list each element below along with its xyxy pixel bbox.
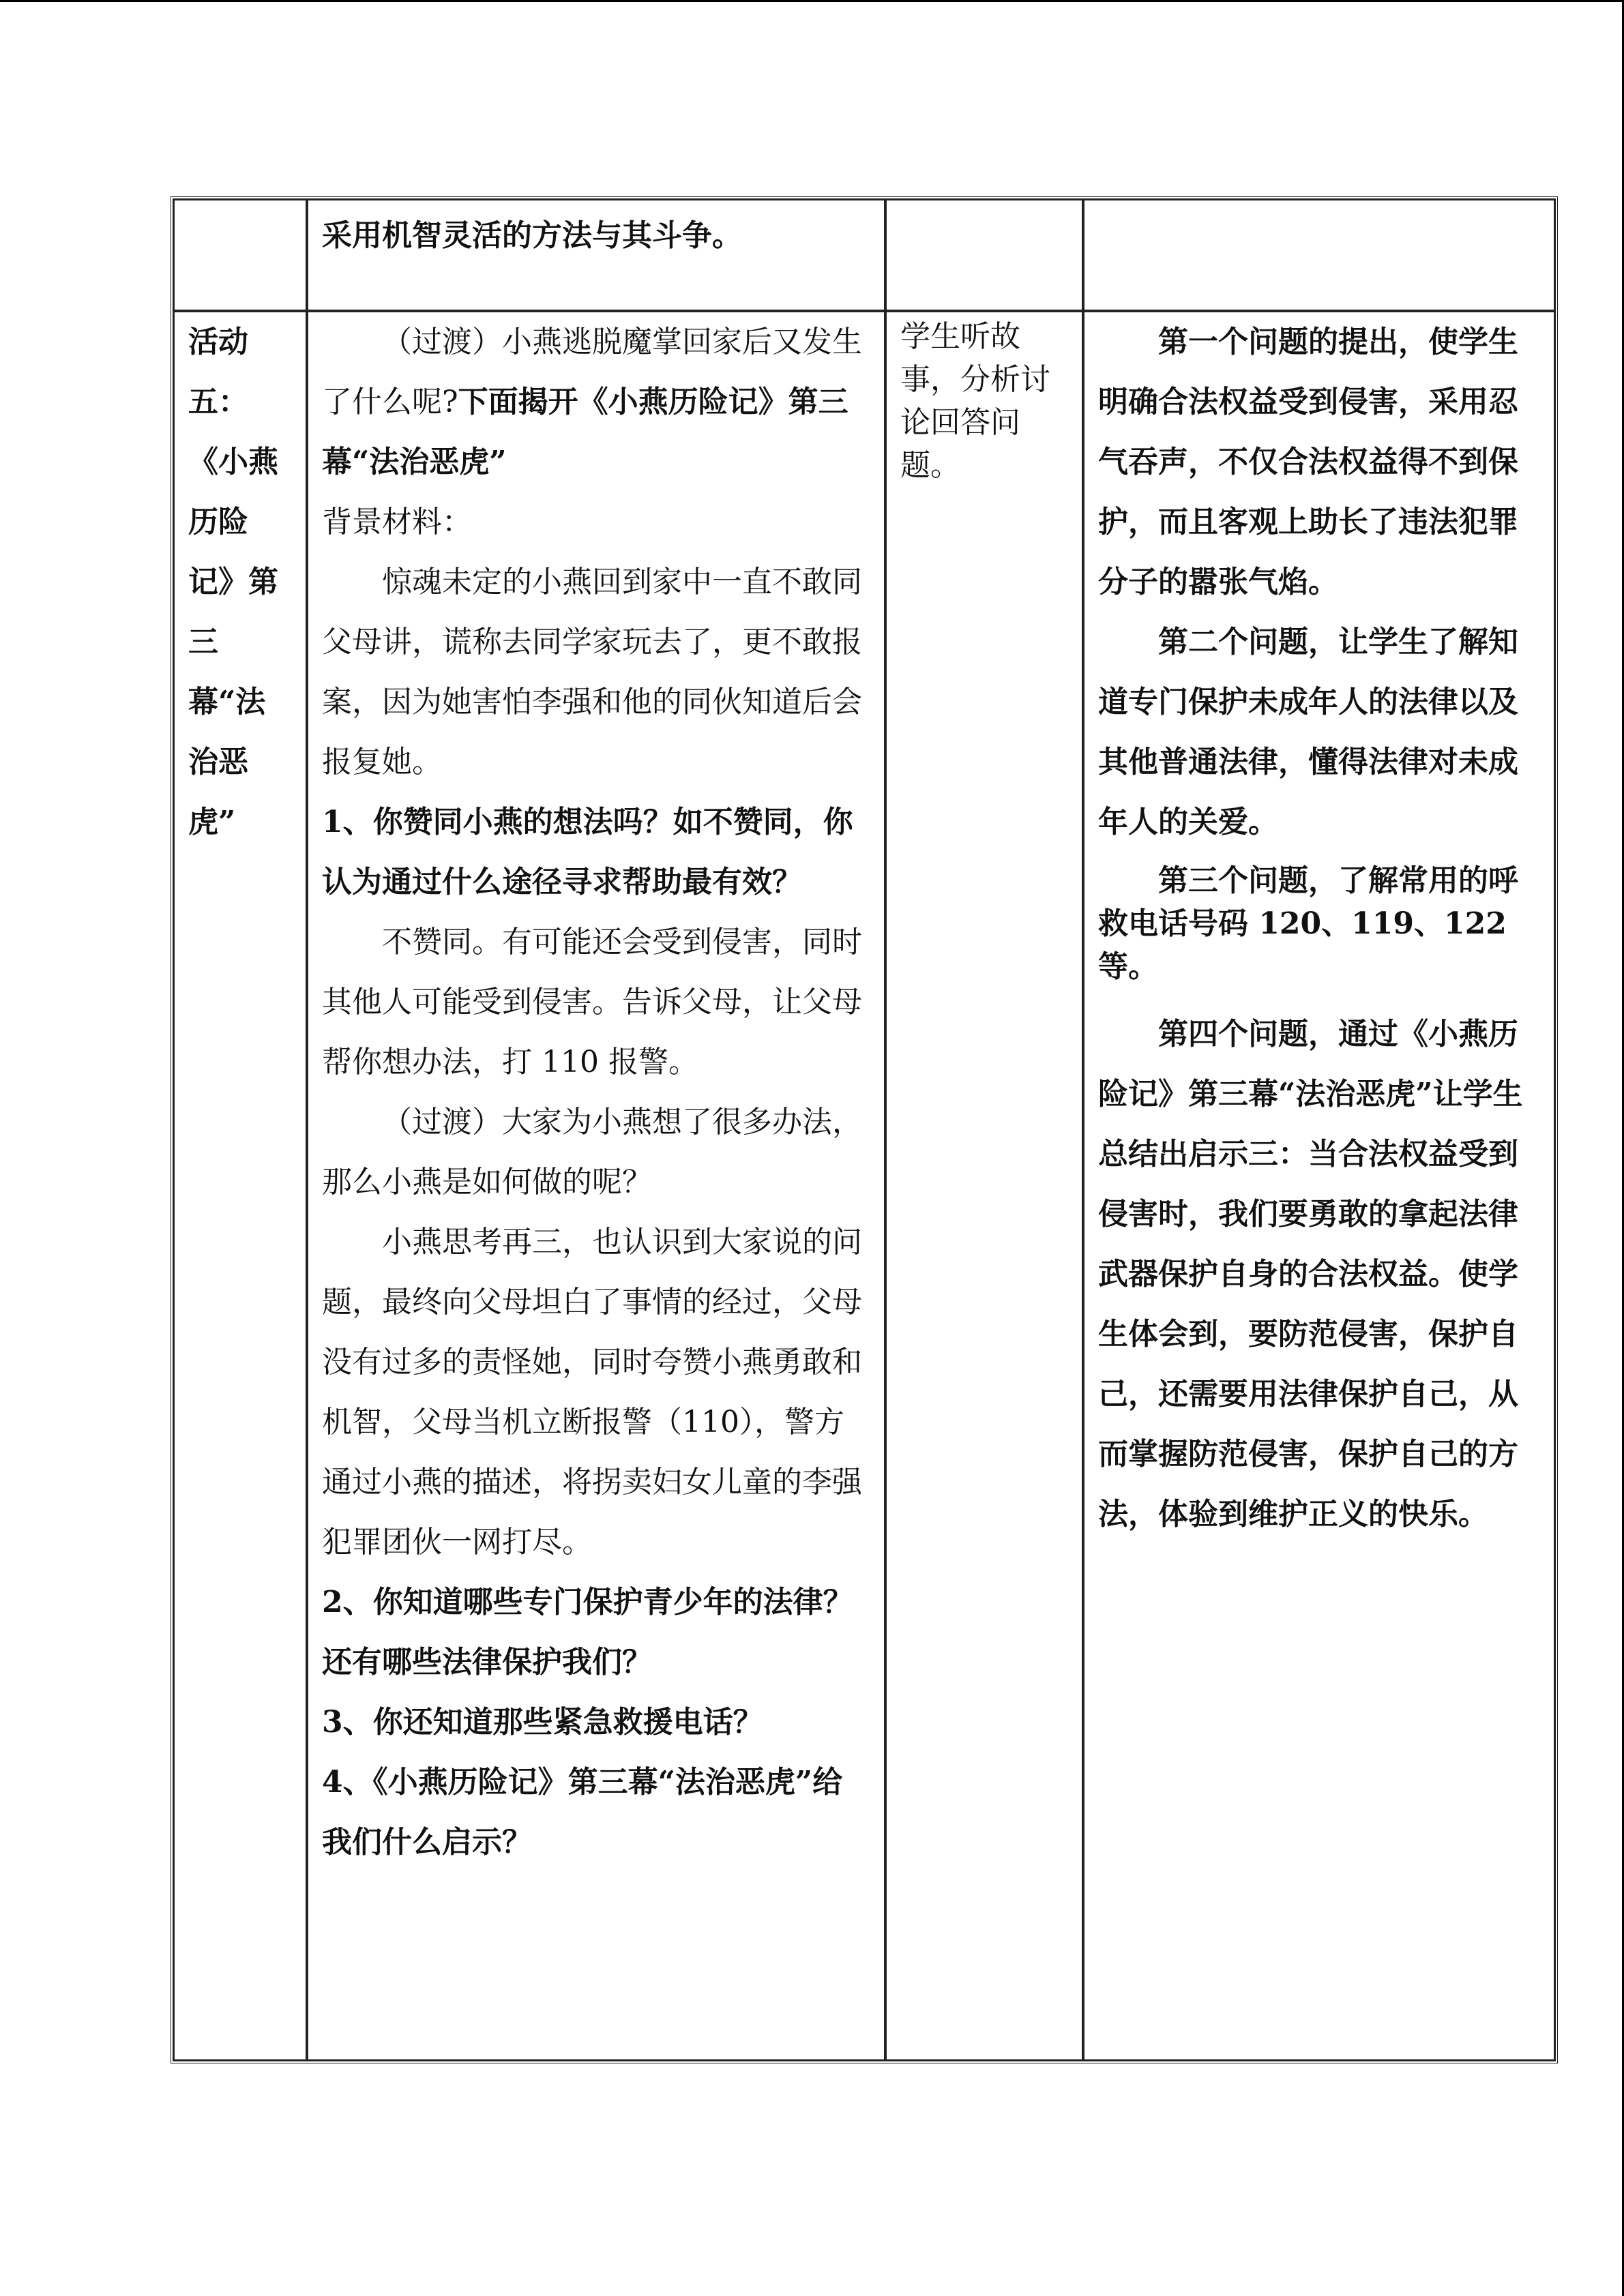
question-3: 3、你还知道那些紧急救援电话？ [322, 1705, 763, 1740]
story-text: 小燕思考再三，也认识到大家说的问题，最终向父母坦白了事情的经过，父母没有过多的责怪她，同时夸赞小燕勇敢和机智，父母当机立断报警（110），警方通过小燕的描述，将拐卖妇女儿童的李强犯罪团伙一网打尽。 [322, 1225, 862, 1560]
lesson-plan-table [171, 196, 1558, 2063]
content-cell [307, 311, 885, 2061]
activity-cell [173, 311, 307, 2061]
intent-paragraph-3: 第三个问题，了解常用的呼救电话号码 120、119、122 等。 [1098, 863, 1518, 984]
activity-title: 活动五：《小燕历险记》第三幕“法治恶虎” [188, 325, 278, 839]
transition-2: （过渡）大家为小燕想了很多办法，那么小燕是如何做的呢？ [322, 1105, 862, 1199]
table-row [173, 311, 1555, 2061]
activity-cell [173, 199, 307, 311]
intent-paragraph-1: 第一个问题的提出，使学生明确合法权益受到侵害，采用忍气吞声，不仅合法权益得不到保护，而且客观上助长了违法犯罪分子的嚣张气焰。 [1098, 325, 1518, 599]
content-cell [307, 199, 885, 311]
answer-1: 不赞同。有可能还会受到侵害，同时其他人可能受到侵害。告诉父母，让父母帮你想办法，打 110 报警。 [322, 925, 862, 1079]
design-intent-cell [1083, 199, 1555, 311]
intent-paragraph-4: 第四个问题，通过《小燕历险记》第三幕“法治恶虎”让学生总结出启示三：当合法权益受到侵害时，我们要勇敢的拿起法律武器保护自身的合法权益。使学生体会到，要防范侵害，保护自己，还需要用法律保护自己，从而掌握防范侵害，保护自己的方法，体验到维护正义的快乐。 [1098, 1017, 1523, 1532]
question-2: 2、你知道哪些专门保护青少年的法律？还有哪些法律保护我们？ [322, 1585, 853, 1680]
scene-announcement: 下面揭开《小燕历险记》第三幕“法治恶虎” [322, 385, 848, 479]
student-activity-cell [885, 199, 1083, 311]
student-activity-cell [885, 311, 1083, 2061]
intent-paragraph-2: 第二个问题，让学生了解知道专门保护未成年人的法律以及其他普通法律，懂得法律对未成年人的关爱。 [1098, 625, 1518, 839]
question-4: 4、《小燕历险记》第三幕“法治恶虎”给我们什么启示？ [322, 1765, 843, 1860]
student-activity-text: 学生听故事，分析讨论回答问题。 [900, 319, 1050, 483]
background-text: 惊魂未定的小燕回到家中一直不敢同父母讲，谎称去同学家玩去了，更不敢报案，因为她害怕李强和他的同伙知道后会报复她。 [322, 565, 862, 779]
background-label: 背景材料： [322, 505, 472, 539]
continued-content-text: 采用机智灵活的方法与其斗争。 [322, 218, 742, 253]
table-row [173, 199, 1555, 311]
question-1: 1、你赞同小燕的想法吗？如不赞同，你认为通过什么途径寻求帮助最有效？ [322, 805, 853, 899]
design-intent-cell [1083, 311, 1555, 2061]
page-top-border [0, 0, 1624, 2]
transition-intro: （过渡）小燕逃脱魔掌回家后又发生了什么呢?下面揭开《小燕历险记》第三幕“法治恶虎” [322, 325, 862, 479]
